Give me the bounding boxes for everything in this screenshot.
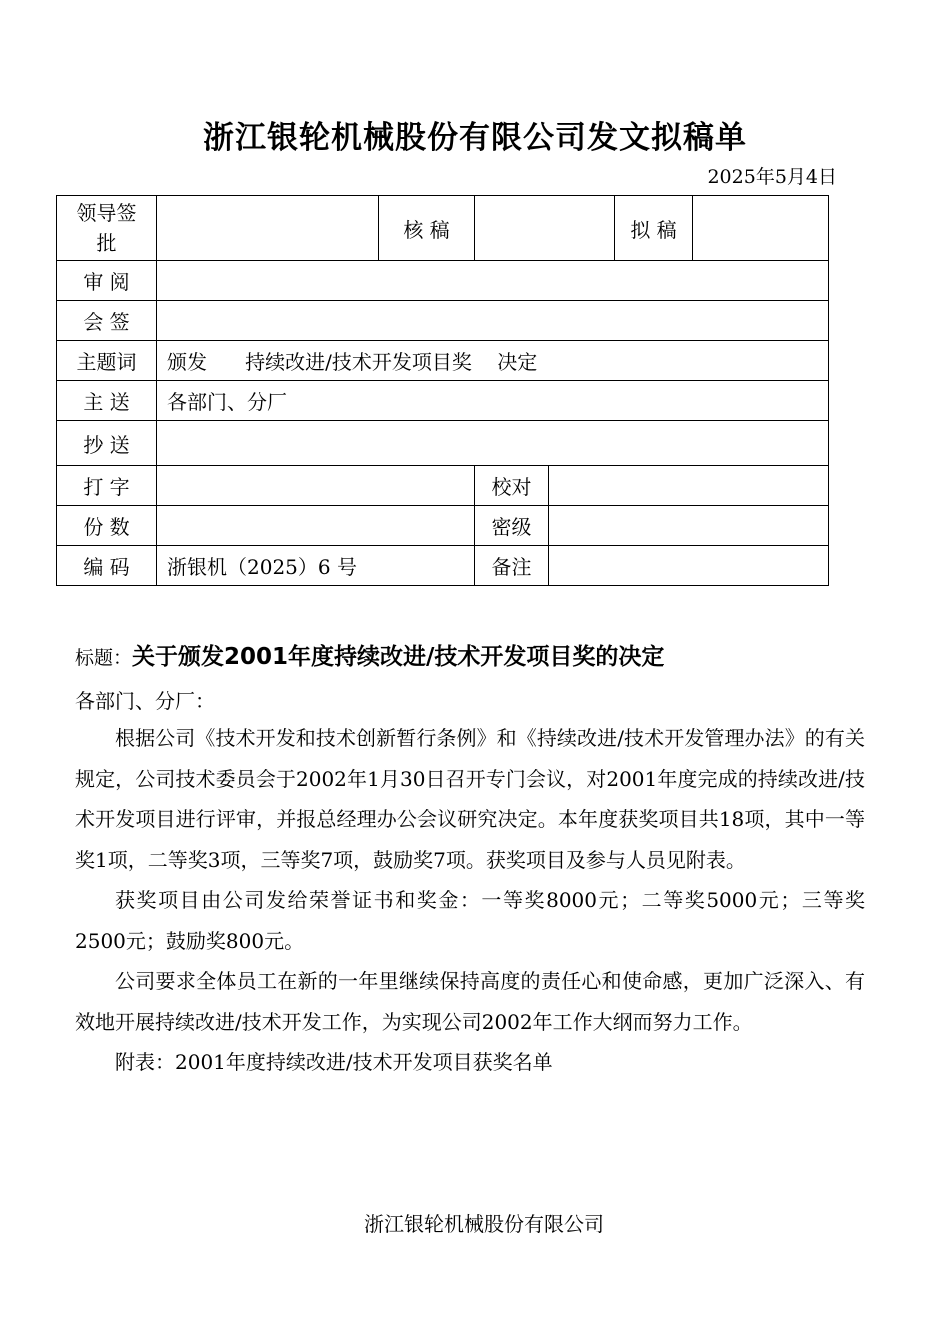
- salutation: 各部门、分厂：: [75, 689, 215, 713]
- copy-to-label: 抄 送: [57, 421, 157, 466]
- send-to-value: 各部门、分厂: [157, 381, 829, 421]
- draft-label: 拟 稿: [615, 196, 693, 261]
- subject-label: 主题词: [57, 341, 157, 381]
- remarks-field[interactable]: [549, 546, 829, 586]
- code-value: 浙银机（2025）6 号: [157, 546, 475, 586]
- draft-form-table: [56, 195, 829, 586]
- review-field[interactable]: [475, 196, 615, 261]
- copies-field[interactable]: [157, 506, 475, 546]
- review-label: 核 稿: [379, 196, 475, 261]
- table-row: [57, 261, 829, 301]
- paragraph: 根据公司《技术开发和技术创新暂行条例》和《持续改进/技术开发管理办法》的有关规定，公司技术委员会于2002年1月30日召开专门会议，对2001年度完成的持续改进/技术开发项目进行评审，并报总经理办公会议研究决定。本年度获奖项目共18项，其中一等奖1项，二等奖3项，三等奖7项，鼓励奖7项。获奖项目及参与人员见附表。: [75, 726, 865, 872]
- secrecy-field[interactable]: [549, 506, 829, 546]
- letter-heading: [75, 638, 664, 671]
- code-label: 编 码: [57, 546, 157, 586]
- draft-field[interactable]: [693, 196, 829, 261]
- attachment-note: 附表：2001年度持续改进/技术开发项目获奖名单: [115, 1050, 553, 1074]
- copy-to-field[interactable]: [157, 421, 829, 466]
- copies-label: 份 数: [57, 506, 157, 546]
- paragraph: 获奖项目由公司发给荣誉证书和奖金：一等奖8000元；二等奖5000元；三等奖2500元；鼓励奖800元。: [75, 888, 865, 953]
- leader-sign-label: 领导签批: [57, 196, 157, 261]
- heading-prefix: 标题：: [75, 647, 133, 669]
- proofread-label: 校对: [475, 466, 549, 506]
- document-date: 2025年5月4日: [707, 166, 837, 188]
- typist-field[interactable]: [157, 466, 475, 506]
- table-row: [57, 341, 829, 381]
- countersign-field[interactable]: [157, 301, 829, 341]
- table-row: [57, 466, 829, 506]
- table-row: [57, 506, 829, 546]
- remarks-label: 备注: [475, 546, 549, 586]
- table-row: [57, 301, 829, 341]
- secrecy-label: 密级: [475, 506, 549, 546]
- countersign-label: 会 签: [57, 301, 157, 341]
- read-label: 审 阅: [57, 261, 157, 301]
- subject-value: 颁发 持续改进/技术开发项目奖 决定: [157, 341, 829, 381]
- typist-label: 打 字: [57, 466, 157, 506]
- letter-body: [75, 718, 865, 1083]
- leader-sign-field[interactable]: [157, 196, 379, 261]
- table-row: [57, 421, 829, 466]
- company-signature: 浙江银轮机械股份有限公司: [364, 1212, 604, 1236]
- read-field[interactable]: [157, 261, 829, 301]
- table-row: [57, 196, 829, 261]
- send-to-label: 主 送: [57, 381, 157, 421]
- table-row: [57, 546, 829, 586]
- document-title: 浙江银轮机械股份有限公司发文拟稿单: [203, 120, 747, 156]
- heading-text: 关于颁发2001年度持续改进/技术开发项目奖的决定: [132, 644, 665, 670]
- proofread-field[interactable]: [549, 466, 829, 506]
- table-row: [57, 381, 829, 421]
- paragraph: 公司要求全体员工在新的一年里继续保持高度的责任心和使命感，更加广泛深入、有效地开展持续改进/技术开发工作，为实现公司2002年工作大纲而努力工作。: [75, 969, 865, 1034]
